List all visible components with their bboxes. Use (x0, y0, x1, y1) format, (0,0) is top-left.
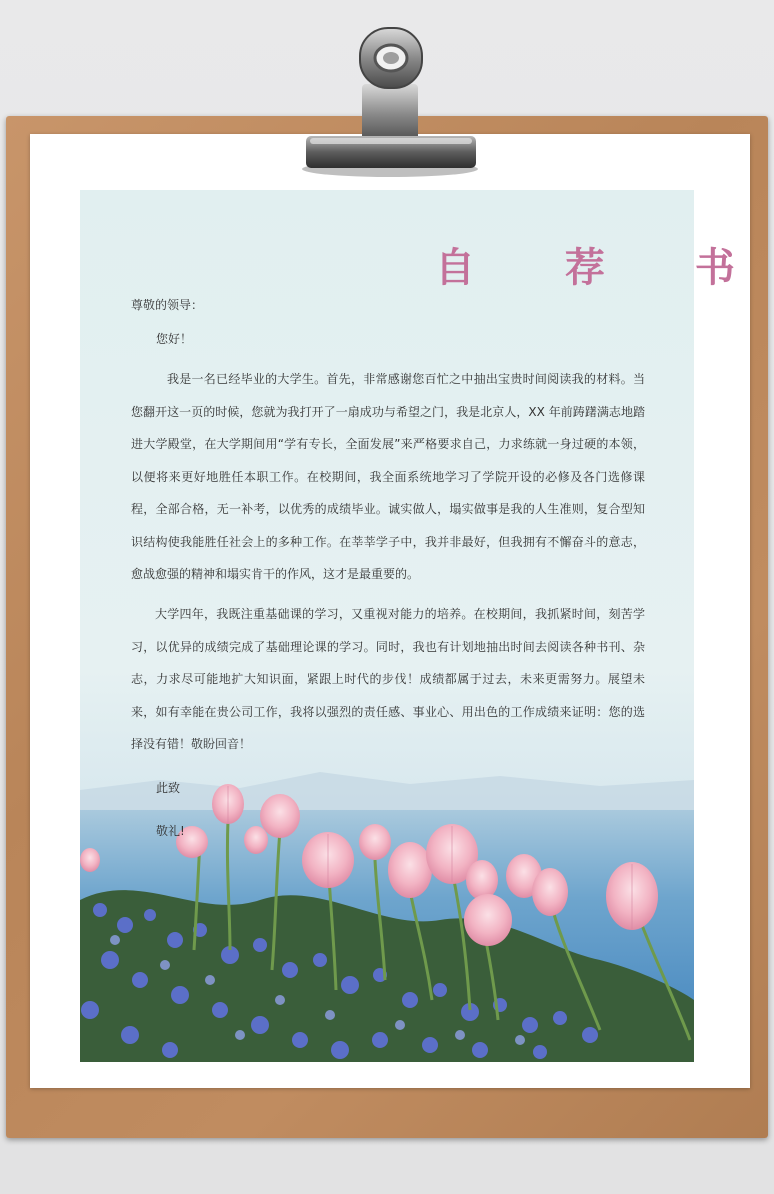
greeting-text: 您好！ (156, 332, 193, 346)
salutation-text: 尊敬的领导： (131, 298, 204, 312)
regards-text: 敬礼! (156, 824, 185, 838)
binder-clip (300, 24, 480, 184)
body-paragraph-2: 大学四年，我既注重基础课的学习，又重视对能力的培养。在校期间，我抓紧时间，刻苦学习，以优异的成绩完成了基础理论课的学习。同时，我也有计划地抽出时间去阅读各种书刊、杂志，力求尽可能地扩大知识面，紧跟上时代的步伐！成绩都属于过去，未来更需努力。展望未来，如有幸能在贵公司工作，我将以强烈的责任感、事业心、用出色的工作成绩来证明：您的选择没有错！敬盼回音！ (131, 607, 645, 751)
page-title: 自 荐 书 (435, 244, 773, 291)
tulip-seascape-image (80, 750, 694, 1062)
closing-text: 此致 (156, 781, 181, 795)
body-paragraph-1: 我是一名已经毕业的大学生。首先，非常感谢您百忙之中抽出宝贵时间阅读我的材料。当您翻开这一页的时候，您就为我打开了一扇成功与希望之门，我是北京人，XX 年前踌躇满志地踏进大学殿堂，在大学期间用“学有专长，全面发展”来严格要求自己，力求练就一身过硬的本领，以便将来更好地胜任本职工作。在校期间，我全面系统地学习了学院开设的必修及各门选修课程，全部合格，无一补考，以优秀的成绩毕业。诚实做人，塌实做事是我的人生准则，复合型知识结构使我能胜任社会上的多种工作。在莘莘学子中，我并非最好，但我拥有不懈奋斗的意志，愈战愈强的精神和塌实肯干的作风，这才是最重要的。 (131, 372, 645, 581)
